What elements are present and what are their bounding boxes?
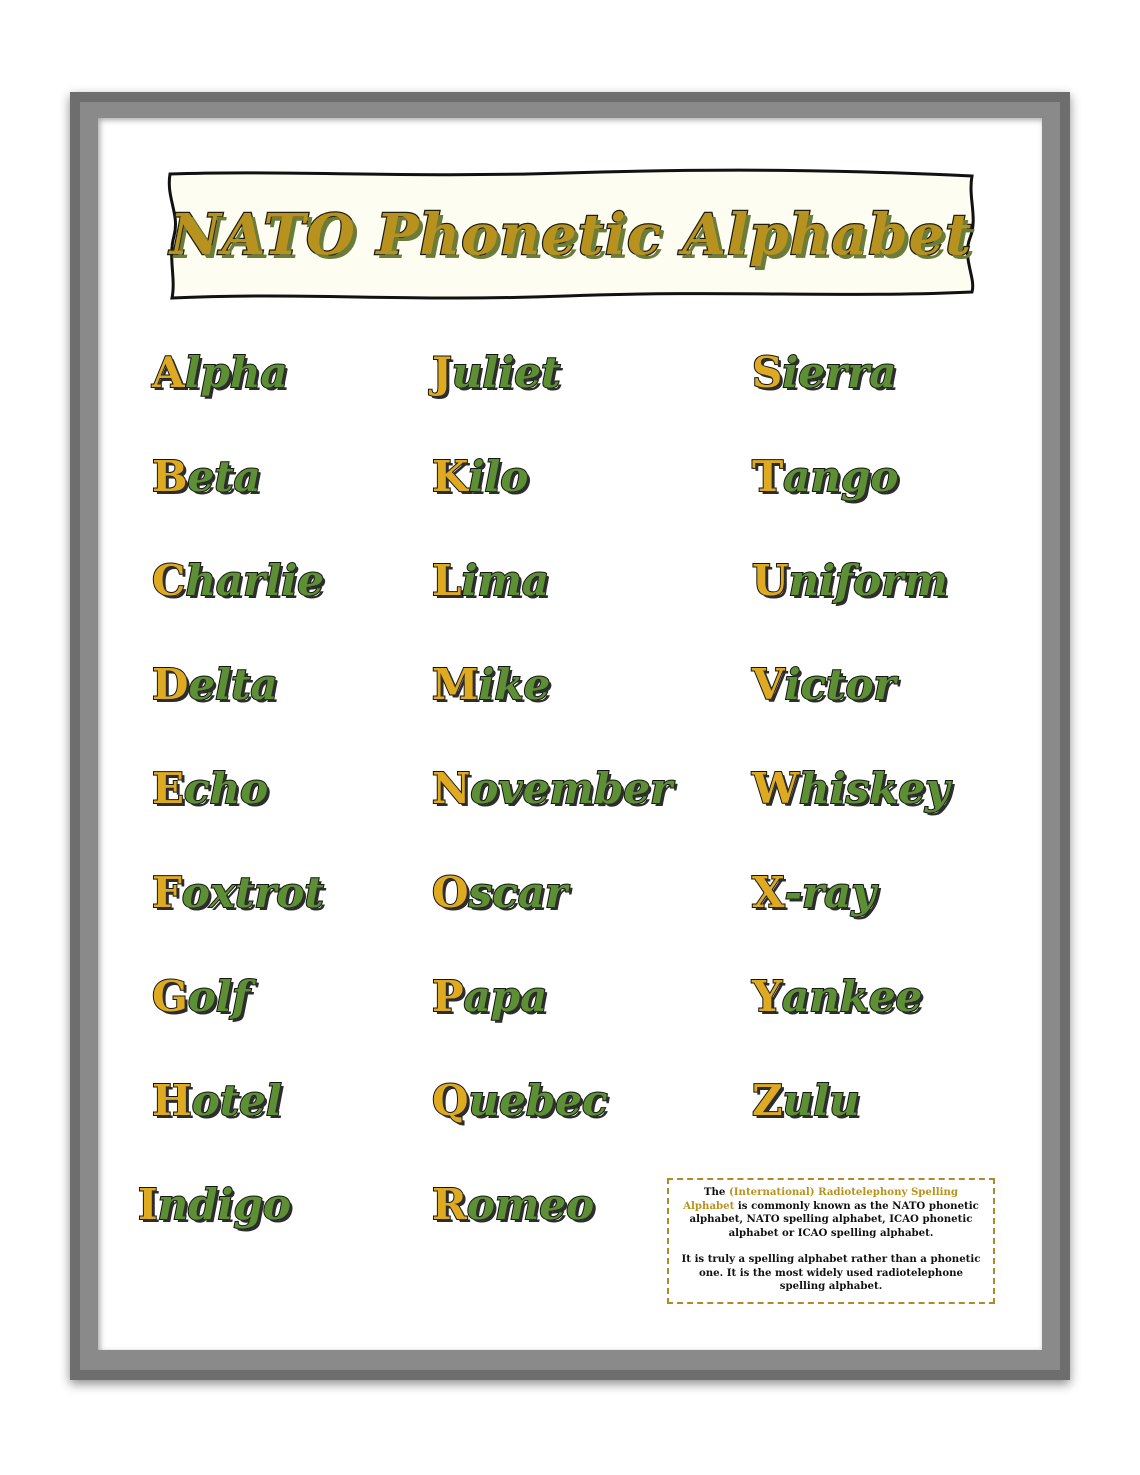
alphabet-word (752, 452, 899, 501)
info-highlight: (International) Radiotelephony Spelling Alphabet (683, 1186, 959, 1212)
info-line1-rest: is commonly known as the NATO phonetic alphabet, NATO spelling alphabet, ICAO phonetic alphabet or ICAO spelling alphabet. (689, 1199, 979, 1239)
word-rest-letters: scar (468, 868, 568, 917)
alphabet-word (752, 660, 896, 709)
alphabet-word (432, 764, 673, 813)
word-rest-letters: eta (187, 452, 261, 501)
word-first-letter: Z (752, 1076, 783, 1125)
word-rest-letters: cho (184, 764, 269, 813)
word-first-letter: X (752, 868, 785, 917)
word-rest-letters: uliet (451, 348, 561, 397)
word-first-letter: G (152, 972, 188, 1021)
alphabet-word (432, 1076, 608, 1125)
word-rest-letters: ike (478, 660, 551, 709)
word-rest-letters: lpha (184, 348, 288, 397)
alphabet-word (432, 972, 548, 1021)
word-rest-letters: olf (187, 972, 250, 1021)
word-rest-letters: otel (191, 1076, 282, 1125)
alphabet-word (432, 660, 551, 709)
word-rest-letters: hiskey (799, 764, 950, 813)
word-first-letter: L (432, 556, 462, 605)
alphabet-word (432, 348, 561, 397)
word-first-letter: Q (432, 1076, 469, 1125)
word-first-letter: U (752, 556, 789, 605)
word-first-letter: H (152, 1076, 192, 1125)
alphabet-word (152, 348, 288, 397)
word-rest-letters: ango (783, 452, 899, 501)
word-first-letter: I (138, 1180, 158, 1229)
word-first-letter: S (752, 348, 783, 397)
word-first-letter: A (152, 348, 185, 397)
alphabet-word (152, 452, 261, 501)
alphabet-word (138, 1180, 291, 1229)
word-first-letter: M (432, 660, 479, 709)
word-first-letter: C (152, 556, 186, 605)
word-rest-letters: uebec (468, 1076, 608, 1125)
word-rest-letters: ima (461, 556, 550, 605)
word-first-letter: K (432, 452, 469, 501)
word-first-letter: W (752, 764, 800, 813)
info-paragraph-2: It is truly a spelling alphabet rather than a phonetic one. It is the most widely used radiotelephone spelling alphabet. (681, 1253, 981, 1292)
word-rest-letters: oxtrot (181, 868, 324, 917)
alphabet-word (152, 972, 250, 1021)
poster-paper (98, 118, 1042, 1350)
alphabet-word (152, 556, 324, 605)
word-rest-letters: ierra (782, 348, 897, 397)
word-rest-letters: omeo (466, 1180, 595, 1229)
alphabet-word (752, 972, 923, 1021)
alphabet-word (752, 348, 897, 397)
word-first-letter: B (152, 452, 188, 501)
word-first-letter: P (432, 972, 464, 1021)
alphabet-word (152, 764, 269, 813)
alphabet-word (752, 868, 876, 917)
word-rest-letters: harlie (185, 556, 324, 605)
title-banner (166, 168, 976, 302)
word-rest-letters: ulu (782, 1076, 860, 1125)
alphabet-word (432, 868, 568, 917)
word-first-letter: J (432, 348, 452, 397)
word-first-letter: E (152, 764, 185, 813)
word-first-letter: V (752, 660, 785, 709)
alphabet-word (752, 556, 948, 605)
alphabet-word (152, 660, 278, 709)
info-lead: The (703, 1186, 726, 1198)
word-rest-letters: ovember (470, 764, 673, 813)
alphabet-word (432, 1180, 595, 1229)
word-first-letter: Y (752, 972, 782, 1021)
alphabet-word (432, 556, 550, 605)
word-rest-letters: apa (463, 972, 548, 1021)
word-first-letter: F (152, 868, 182, 917)
word-first-letter: R (432, 1180, 467, 1229)
word-rest-letters: elta (188, 660, 278, 709)
info-paragraph-1 (679, 1186, 983, 1240)
alphabet-word (752, 1076, 860, 1125)
word-first-letter: N (432, 764, 471, 813)
word-rest-letters: ictor (784, 660, 896, 709)
word-rest-letters: -ray (784, 868, 876, 917)
alphabet-word (752, 764, 950, 813)
word-first-letter: T (752, 452, 784, 501)
alphabet-word (432, 452, 529, 501)
word-rest-letters: niform (788, 556, 948, 605)
word-rest-letters: ilo (468, 452, 529, 501)
word-first-letter: D (152, 660, 189, 709)
alphabet-word (152, 1076, 282, 1125)
info-box (667, 1178, 995, 1304)
word-rest-letters: ankee (781, 972, 923, 1021)
word-first-letter: O (432, 868, 469, 917)
page-title: NATO Phonetic Alphabet (169, 202, 973, 268)
alphabet-word (152, 868, 324, 917)
word-rest-letters: ndigo (157, 1180, 291, 1229)
